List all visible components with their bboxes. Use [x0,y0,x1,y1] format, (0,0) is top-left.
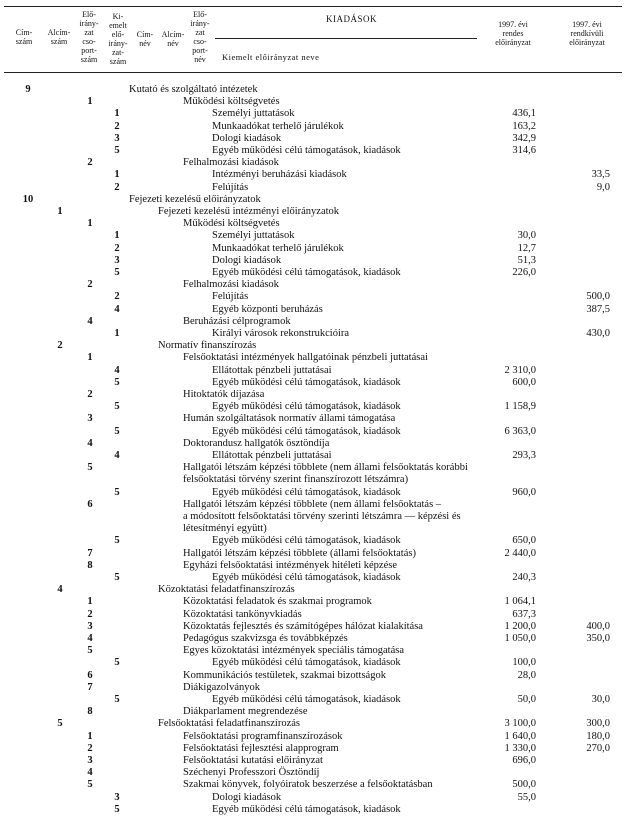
csoport-cell: 8 [87,706,93,718]
item-name: Ellátottak pénzbeli juttatásai [212,364,332,376]
table-row [0,133,626,145]
csoport-cell: 5 [87,779,93,791]
item-name: Ellátottak pénzbeli juttatásai [212,450,332,461]
kiemelt-cell: 5 [114,401,120,413]
table-row [0,340,626,352]
item-name: Munkaadókat terhelő járulékok [212,242,344,254]
kiemelt-cell: 2 [114,242,120,254]
rendkivuli-value: 180,0 [586,730,610,742]
kiemelt-cell: 3 [114,132,120,144]
table-row [0,645,626,657]
kiemelt-cell: 4 [114,303,120,315]
item-name: Felújítás [212,181,249,193]
kiemelt-cell: 4 [114,450,120,461]
table-row [0,560,626,572]
table-row [0,572,626,584]
item-name: Felsőoktatási programfinanszírozások [183,730,343,742]
table-row [0,413,626,425]
item-name: Hallgatói létszám képzési többlete (állami felsőoktatás) [183,547,416,559]
header-cimszam: Cím- szám [15,28,33,46]
item-name: Közoktatás fejlesztés és számítógépes hálózat kialakítása [183,620,423,632]
rendes-value: 100,0 [512,657,536,669]
item-name: Munkaadókat terhelő járulékok [212,120,344,132]
csoport-cell: 3 [87,413,93,425]
rendes-value: 1 640,0 [504,730,536,742]
table-row [0,755,626,767]
csoport-cell: 1 [87,730,93,742]
table-row [0,279,626,291]
kiemelt-cell: 2 [114,181,120,193]
kiemelt-cell: 5 [114,657,120,669]
table-row [0,474,626,486]
header-top-rule [4,6,622,7]
item-name: Egyéb működési célú támogatások, kiadások [212,401,401,413]
table-row [0,377,626,389]
item-name: Felsőoktatási fejlesztési alapprogram [183,742,339,754]
item-name: létesítményi együtt) [183,523,267,535]
rendkivuli-value: 270,0 [586,742,610,754]
table-row [0,96,626,108]
kiemelt-cell: 1 [114,169,120,181]
item-name: Kommunikációs testületek, szakmai bizottságok [183,669,386,681]
item-name: Működési költségvetés [183,218,280,230]
item-name: Királyi városok rekonstrukcióira [212,328,350,339]
csoport-cell: 1 [87,218,93,230]
table-row [0,596,626,608]
table-row [0,145,626,157]
table-row [0,169,626,181]
table-row [0,194,626,206]
rendkivuli-value: 500,0 [586,291,610,303]
header-eloiranyzat-csoport-nev: Elő- irány- zat cso- port- név [190,10,210,64]
item-name: Felhalmozási kiadások [183,157,279,169]
header-kiemelt-nev: Kiemelt előirányzat neve [222,52,320,62]
item-name: Fejezeti kezelésű intézményi előirányzatok [158,206,340,217]
header-eloiranyzat-csoport: Elő- irány- zat cso- port- szám [79,10,99,64]
item-name: Egyéb működési célú támogatások, kiadások [212,694,401,705]
item-name: Felsőoktatási feladatfinanszírozás [158,718,300,730]
table-row [0,670,626,682]
table-row [0,731,626,743]
kiemelt-cell: 5 [114,267,120,278]
item-name: Egyes közoktatási intézmények speciális támogatása [183,645,405,657]
item-name: Egyéb működési célú támogatások, kiadások [212,803,401,815]
csoport-cell: 4 [87,437,93,449]
kiemelt-cell: 2 [114,291,120,303]
kiemelt-cell: 2 [114,120,120,132]
item-name: Hallgatói létszám képzési többlete (nem állami felsőoktatás – [183,498,442,510]
table-row [0,438,626,450]
rendes-value: 163,2 [512,120,536,132]
table-row [0,328,626,340]
kiemelt-cell: 1 [114,328,120,339]
csoport-cell: 2 [87,157,93,169]
table-row [0,584,626,596]
rendes-value: 3 100,0 [504,718,536,730]
table-row [0,352,626,364]
table-row [0,218,626,230]
kiemelt-cell: 5 [114,376,120,388]
rendkivuli-value: 30,0 [591,694,610,705]
kiemelt-cell: 5 [114,694,120,705]
csoport-cell: 2 [87,279,93,291]
kiemelt-cell: 5 [114,425,120,437]
table-row [0,609,626,621]
table-row [0,157,626,169]
table-row [0,694,626,706]
item-name: Egyéb működési célú támogatások, kiadások [212,486,401,498]
csoport-cell: 4 [87,767,93,779]
rendes-value: 314,6 [512,145,536,156]
csoport-cell: 5 [87,645,93,657]
table-row [0,304,626,316]
rendes-value: 650,0 [512,535,536,547]
rendes-value: 1 330,0 [504,742,536,754]
table-row [0,523,626,535]
table-row [0,206,626,218]
table-row [0,108,626,120]
csoport-cell: 3 [87,755,93,766]
csoport-cell: 3 [87,620,93,632]
table-row [0,706,626,718]
item-name: Felhalmozási kiadások [183,279,279,291]
kiemelt-cell: 4 [114,364,120,376]
cimszam-cell: 10 [22,193,34,205]
item-name: Doktorandusz hallgatók ösztöndíja [183,437,330,449]
csoport-cell: 2 [87,608,93,620]
csoport-cell: 2 [87,742,93,754]
kiemelt-cell: 5 [114,803,120,815]
table-row [0,462,626,474]
table-row [0,121,626,133]
header-col-rendes: 1997. évi rendes előirányzat [495,20,531,47]
table-row [0,450,626,462]
rendkivuli-value: 33,5 [591,169,610,181]
rendkivuli-value: 400,0 [586,620,610,632]
item-name: Széchenyi Professzori Ösztöndíj [183,767,320,779]
rendkivuli-value: 430,0 [586,328,610,339]
item-name: Normatív finanszírozás [158,340,257,352]
item-name: Intézményi beruházási kiadások [212,169,347,181]
table-row [0,230,626,242]
kiemelt-cell: 5 [114,145,120,156]
csoport-cell: 6 [87,669,93,681]
kiemelt-cell: 5 [114,486,120,498]
rendes-value: 1 200,0 [504,620,536,632]
item-name: Közoktatási feladatfinanszírozás [158,584,295,596]
csoport-cell: 7 [87,547,93,559]
rendes-value: 1 050,0 [504,633,536,644]
item-name: Dologi kiadások [212,254,282,266]
item-name: Egyházi felsőoktatási intézmények hitéleti képzése [183,559,397,571]
rendes-value: 1 064,1 [504,596,536,608]
item-name: Egyéb működési célú támogatások, kiadások [212,267,401,278]
rendes-value: 637,3 [512,608,536,620]
rendes-value: 226,0 [512,267,536,278]
item-name: Dologi kiadások [212,791,282,803]
header-cimnev: Cím- név [136,30,154,48]
rendes-value: 500,0 [512,779,536,791]
item-name: Hitoktatók díjazása [183,389,265,400]
table-row [0,743,626,755]
item-name: a módosított felsőoktatási törvény szerinti létszámra — képzési és [183,511,461,522]
rendes-value: 600,0 [512,376,536,388]
item-name: Egyéb működési célú támogatások, kiadások [212,425,401,437]
table-row [0,657,626,669]
rendes-value: 30,0 [517,230,536,242]
rendes-value: 960,0 [512,486,536,498]
csoport-cell: 5 [87,462,93,474]
item-name: Egyéb működési célú támogatások, kiadások [212,145,401,156]
item-name: Diákparlament megrendezése [183,706,308,718]
rendkivuli-value: 9,0 [596,181,610,193]
table-row [0,511,626,523]
cimszam-cell: 9 [25,84,31,95]
csoport-cell: 8 [87,559,93,571]
table-row [0,291,626,303]
rendes-value: 2 440,0 [504,547,536,559]
kiemelt-cell: 1 [114,108,120,120]
kiemelt-cell: 3 [114,791,120,803]
csoport-cell: 4 [87,315,93,327]
item-name: Szakmai könyvek, folyóiratok beszerzése a felsőoktatásban [183,779,433,791]
table-row [0,767,626,779]
table-row [0,621,626,633]
alcimszam-cell: 4 [57,584,63,596]
item-name: Fejezeti kezelésű előirányzatok [129,193,261,205]
rendes-value: 436,1 [512,108,536,120]
kiemelt-cell: 5 [114,535,120,547]
rendkivuli-value: 350,0 [586,633,610,644]
item-name: Személyi juttatások [212,108,295,120]
alcimszam-cell: 1 [57,206,63,217]
rendkivuli-value: 387,5 [586,303,610,315]
item-name: Dologi kiadások [212,132,282,144]
rendes-value: 51,3 [517,254,536,266]
rendes-value: 240,3 [512,572,536,583]
item-name: Felsőoktatási kutatási előirányzat [183,755,323,766]
table-row [0,401,626,413]
kiemelt-cell: 1 [114,230,120,242]
table-row [0,389,626,401]
csoport-cell: 7 [87,681,93,693]
header-kiemelt-eloiranyzat: Ki- emelt elő- irány- zat- szám [108,12,128,66]
table-row [0,535,626,547]
item-name: Hallgatói létszám képzési többlete (nem állami felsőoktatás korábbi [183,462,468,474]
csoport-cell: 2 [87,389,93,400]
item-name: felsőoktatási törvény szerint finanszírozott létszámra) [183,474,409,486]
csoport-cell: 1 [87,96,93,108]
header-col-rendkivuli: 1997. évi rendkívüli előirányzat [569,20,605,47]
table-row [0,365,626,377]
item-name: Személyi juttatások [212,230,295,242]
rendes-value: 2 310,0 [504,364,536,376]
item-name: Egyéb működési célú támogatások, kiadások [212,657,401,669]
csoport-cell: 6 [87,498,93,510]
table-row [0,426,626,438]
table-row [0,316,626,328]
item-name: Felújítás [212,291,249,303]
rendes-value: 696,0 [512,755,536,766]
header-alcimnev: Alcím- név [161,30,185,48]
item-name: Humán szolgáltatások normatív állami támogatása [183,413,396,425]
header-kiadasok: KIADÁSOK [326,14,377,24]
table-row [0,682,626,694]
table-row [0,633,626,645]
header-alcimszam: Alcím- szám [47,28,71,46]
item-name: Kutató és szolgáltató intézetek [129,84,258,95]
table-row [0,84,626,96]
rendes-value: 293,3 [512,450,536,461]
item-name: Egyéb központi beruházás [212,303,323,315]
rendes-value: 6 363,0 [504,425,536,437]
table-row [0,267,626,279]
table-row [0,718,626,730]
csoport-cell: 4 [87,633,93,644]
table-row [0,499,626,511]
item-name: Egyéb működési célú támogatások, kiadások [212,376,401,388]
kiemelt-cell: 3 [114,254,120,266]
item-name: Közoktatási feladatok és szakmai programok [183,596,372,608]
item-name: Beruházási célprogramok [183,315,291,327]
csoport-cell: 1 [87,596,93,608]
item-name: Felsőoktatási intézmények hallgatóinak pénzbeli juttatásai [183,352,428,364]
table-row [0,779,626,791]
table-row [0,255,626,267]
header-bottom-rule [4,72,622,73]
rendes-value: 1 158,9 [504,401,536,413]
rendes-value: 12,7 [517,242,536,254]
table-row [0,182,626,194]
alcimszam-cell: 5 [57,718,63,730]
alcimszam-cell: 2 [57,340,63,352]
item-name: Egyéb működési célú támogatások, kiadások [212,535,401,547]
table-row [0,548,626,560]
rendkivuli-value: 300,0 [586,718,610,730]
item-name: Működési költségvetés [183,96,280,108]
rendes-value: 55,0 [517,791,536,803]
csoport-cell: 1 [87,352,93,364]
header-inner-rule [215,38,477,39]
table-row [0,243,626,255]
rendes-value: 50,0 [517,694,536,705]
table-row [0,792,626,804]
item-name: Közoktatási tankönyvkiadás [183,608,302,620]
rendes-value: 28,0 [517,669,536,681]
kiemelt-cell: 5 [114,572,120,583]
rendes-value: 342,9 [512,132,536,144]
item-name: Diákigazolványok [183,681,260,693]
table-row [0,487,626,499]
item-name: Pedagógus szakvizsga és továbbképzés [183,633,348,644]
item-name: Egyéb működési célú támogatások, kiadások [212,572,401,583]
